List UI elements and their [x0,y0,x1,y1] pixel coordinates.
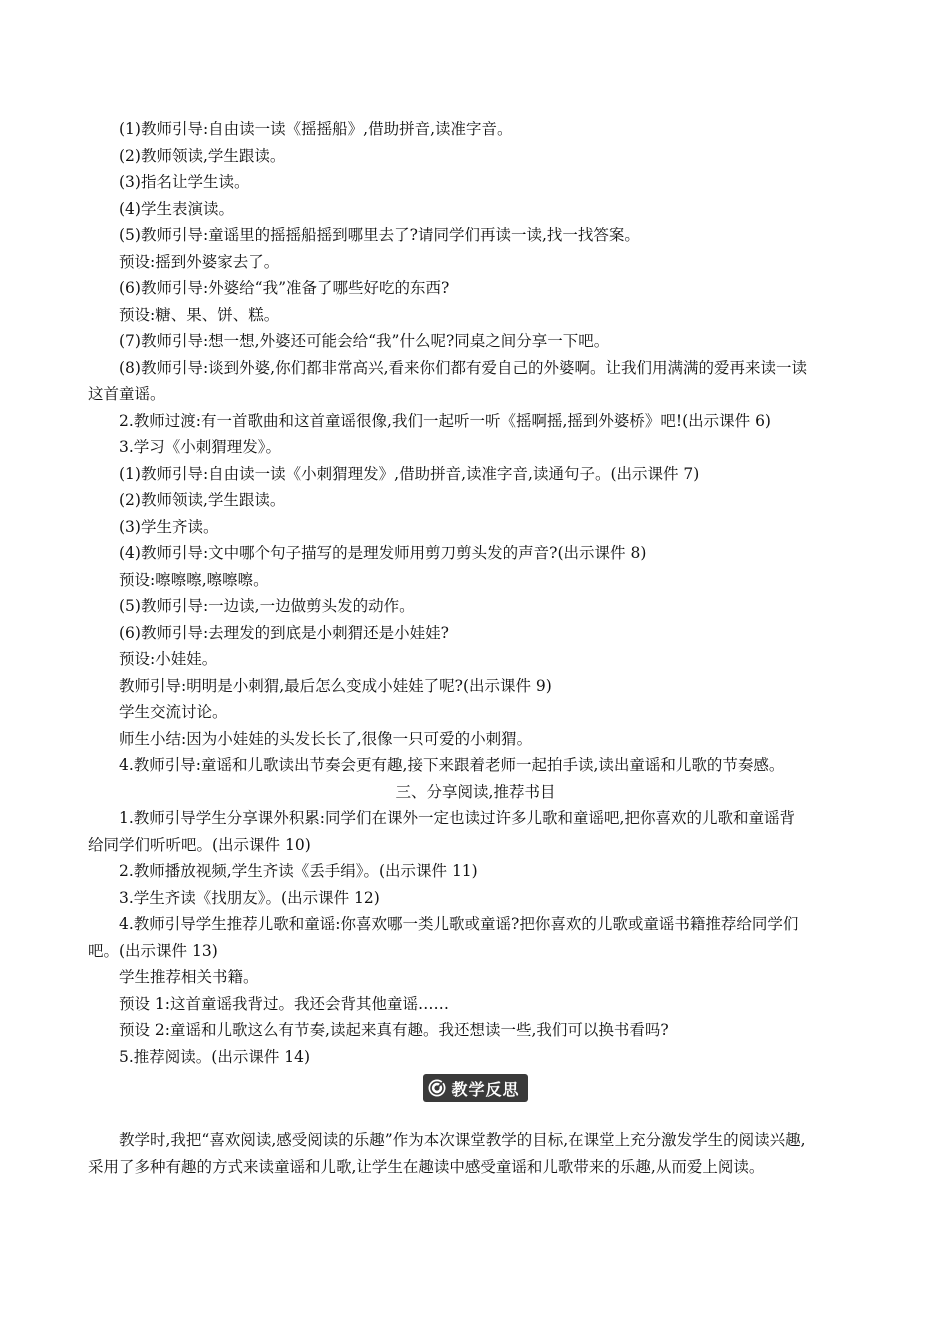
text-line: (5)教师引导:一边读,一边做剪头发的动作。 [119,597,415,615]
text-line: 2.教师过渡:有一首歌曲和这首童谣很像,我们一起听一听《摇啊摇,摇到外婆桥》吧!(出示课件 6) [119,411,771,430]
text-line: 3.学习《小刺猬理发》。 [119,438,282,456]
reflection-title: 教学反思 [451,1079,520,1099]
target-icon [427,1078,447,1098]
text-line: (3)学生齐读。 [119,517,219,536]
text-line: (4)教师引导:文中哪个句子描写的是理发师用剪刀剪头发的声音?(出示课件 8) [119,544,647,562]
text-line: 师生小结:因为小娃娃的头发长长了,很像一只可爱的小刺猬。 [119,729,533,748]
paragraph-continuation: 给同学们听听吧。(出示课件 10) [88,835,311,854]
text-line: (7)教师引导:想一想,外婆还可能会给“我”什么呢?同桌之间分享一下吧。 [119,332,610,350]
paragraph-line: 教学时,我把“喜欢阅读,感受阅读的乐趣”作为本次课堂教学的目标,在课堂上充分激发学生的阅读兴趣, [119,1131,806,1149]
paragraph-continuation: 采用了多种有趣的方式来读童谣和儿歌,让学生在趣读中感受童谣和儿歌带来的乐趣,从而爱上阅读。 [88,1157,765,1176]
text-line: (3)指名让学生读。 [119,173,250,191]
paragraph-line: 4.教师引导学生推荐儿歌和童谣:你喜欢哪一类儿歌或童谣?把你喜欢的儿歌或童谣书籍推荐给同学们 [119,915,799,933]
paragraph-continuation: 这首童谣。 [88,385,166,403]
text-line: 预设 1:这首童谣我背过。我还会背其他童谣…… [119,994,450,1013]
text-line: 预设 2:童谣和儿歌这么有节奏,读起来真有趣。我还想读一些,我们可以换书看吗? [119,1021,669,1039]
text-line: 预设:嚓嚓嚓,嚓嚓嚓。 [119,570,269,589]
text-line: 5.推荐阅读。(出示课件 14) [119,1047,311,1066]
reflection-badge-row [88,1074,863,1108]
text-line: (6)教师引导:外婆给“我”准备了哪些好吃的东西? [119,279,450,297]
text-line: (1)教师引导:自由读一读《小刺猬理发》,借助拼音,读准字音,读通句子。(出示课件 7) [119,464,700,483]
text-line: 教师引导:明明是小刺猬,最后怎么变成小娃娃了呢?(出示课件 9) [119,676,552,695]
paragraph-line: (8)教师引导:谈到外婆,你们都非常高兴,看来你们都有爱自己的外婆啊。让我们用满满的爱再来读一读 [119,358,808,377]
text-line: (4)学生表演读。 [119,199,234,218]
text-line: (2)教师领读,学生跟读。 [119,491,286,509]
paragraph-line: 1.教师引导学生分享课外积累:同学们在课外一定也读过许多儿歌和童谣吧,把你喜欢的儿歌和童谣背 [119,809,795,827]
text-line: (5)教师引导:童谣里的摇摇船摇到哪里去了?请同学们再读一读,找一找答案。 [119,226,640,244]
text-line: 预设:小娃娃。 [119,650,218,668]
paragraph-continuation: 吧。(出示课件 13) [88,941,218,960]
text-line: (2)教师领读,学生跟读。 [119,146,286,165]
text-line: (1)教师引导:自由读一读《摇摇船》,借助拼音,读准字音。 [119,120,513,138]
text-line: 4.教师引导:童谣和儿歌读出节奏会更有趣,接下来跟着老师一起拍手读,读出童谣和儿歌的节奏感。 [119,756,785,774]
text-line: 3.学生齐读《找朋友》。(出示课件 12) [119,888,380,907]
section-heading: 三、分享阅读,推荐书目 [395,782,556,801]
text-line: 2.教师播放视频,学生齐读《丢手绢》。(出示课件 11) [119,862,478,880]
text-line: 预设:糖、果、饼、糕。 [119,305,280,324]
reflection-paragraph [88,1126,863,1179]
text-line: 预设:摇到外婆家去了。 [119,252,280,271]
text-line: 学生交流讨论。 [119,703,228,721]
lesson-content [88,116,863,1179]
text-line: 学生推荐相关书籍。 [119,968,259,986]
reflection-badge [423,1074,527,1102]
text-line: (6)教师引导:去理发的到底是小刺猬还是小娃娃? [119,623,449,642]
